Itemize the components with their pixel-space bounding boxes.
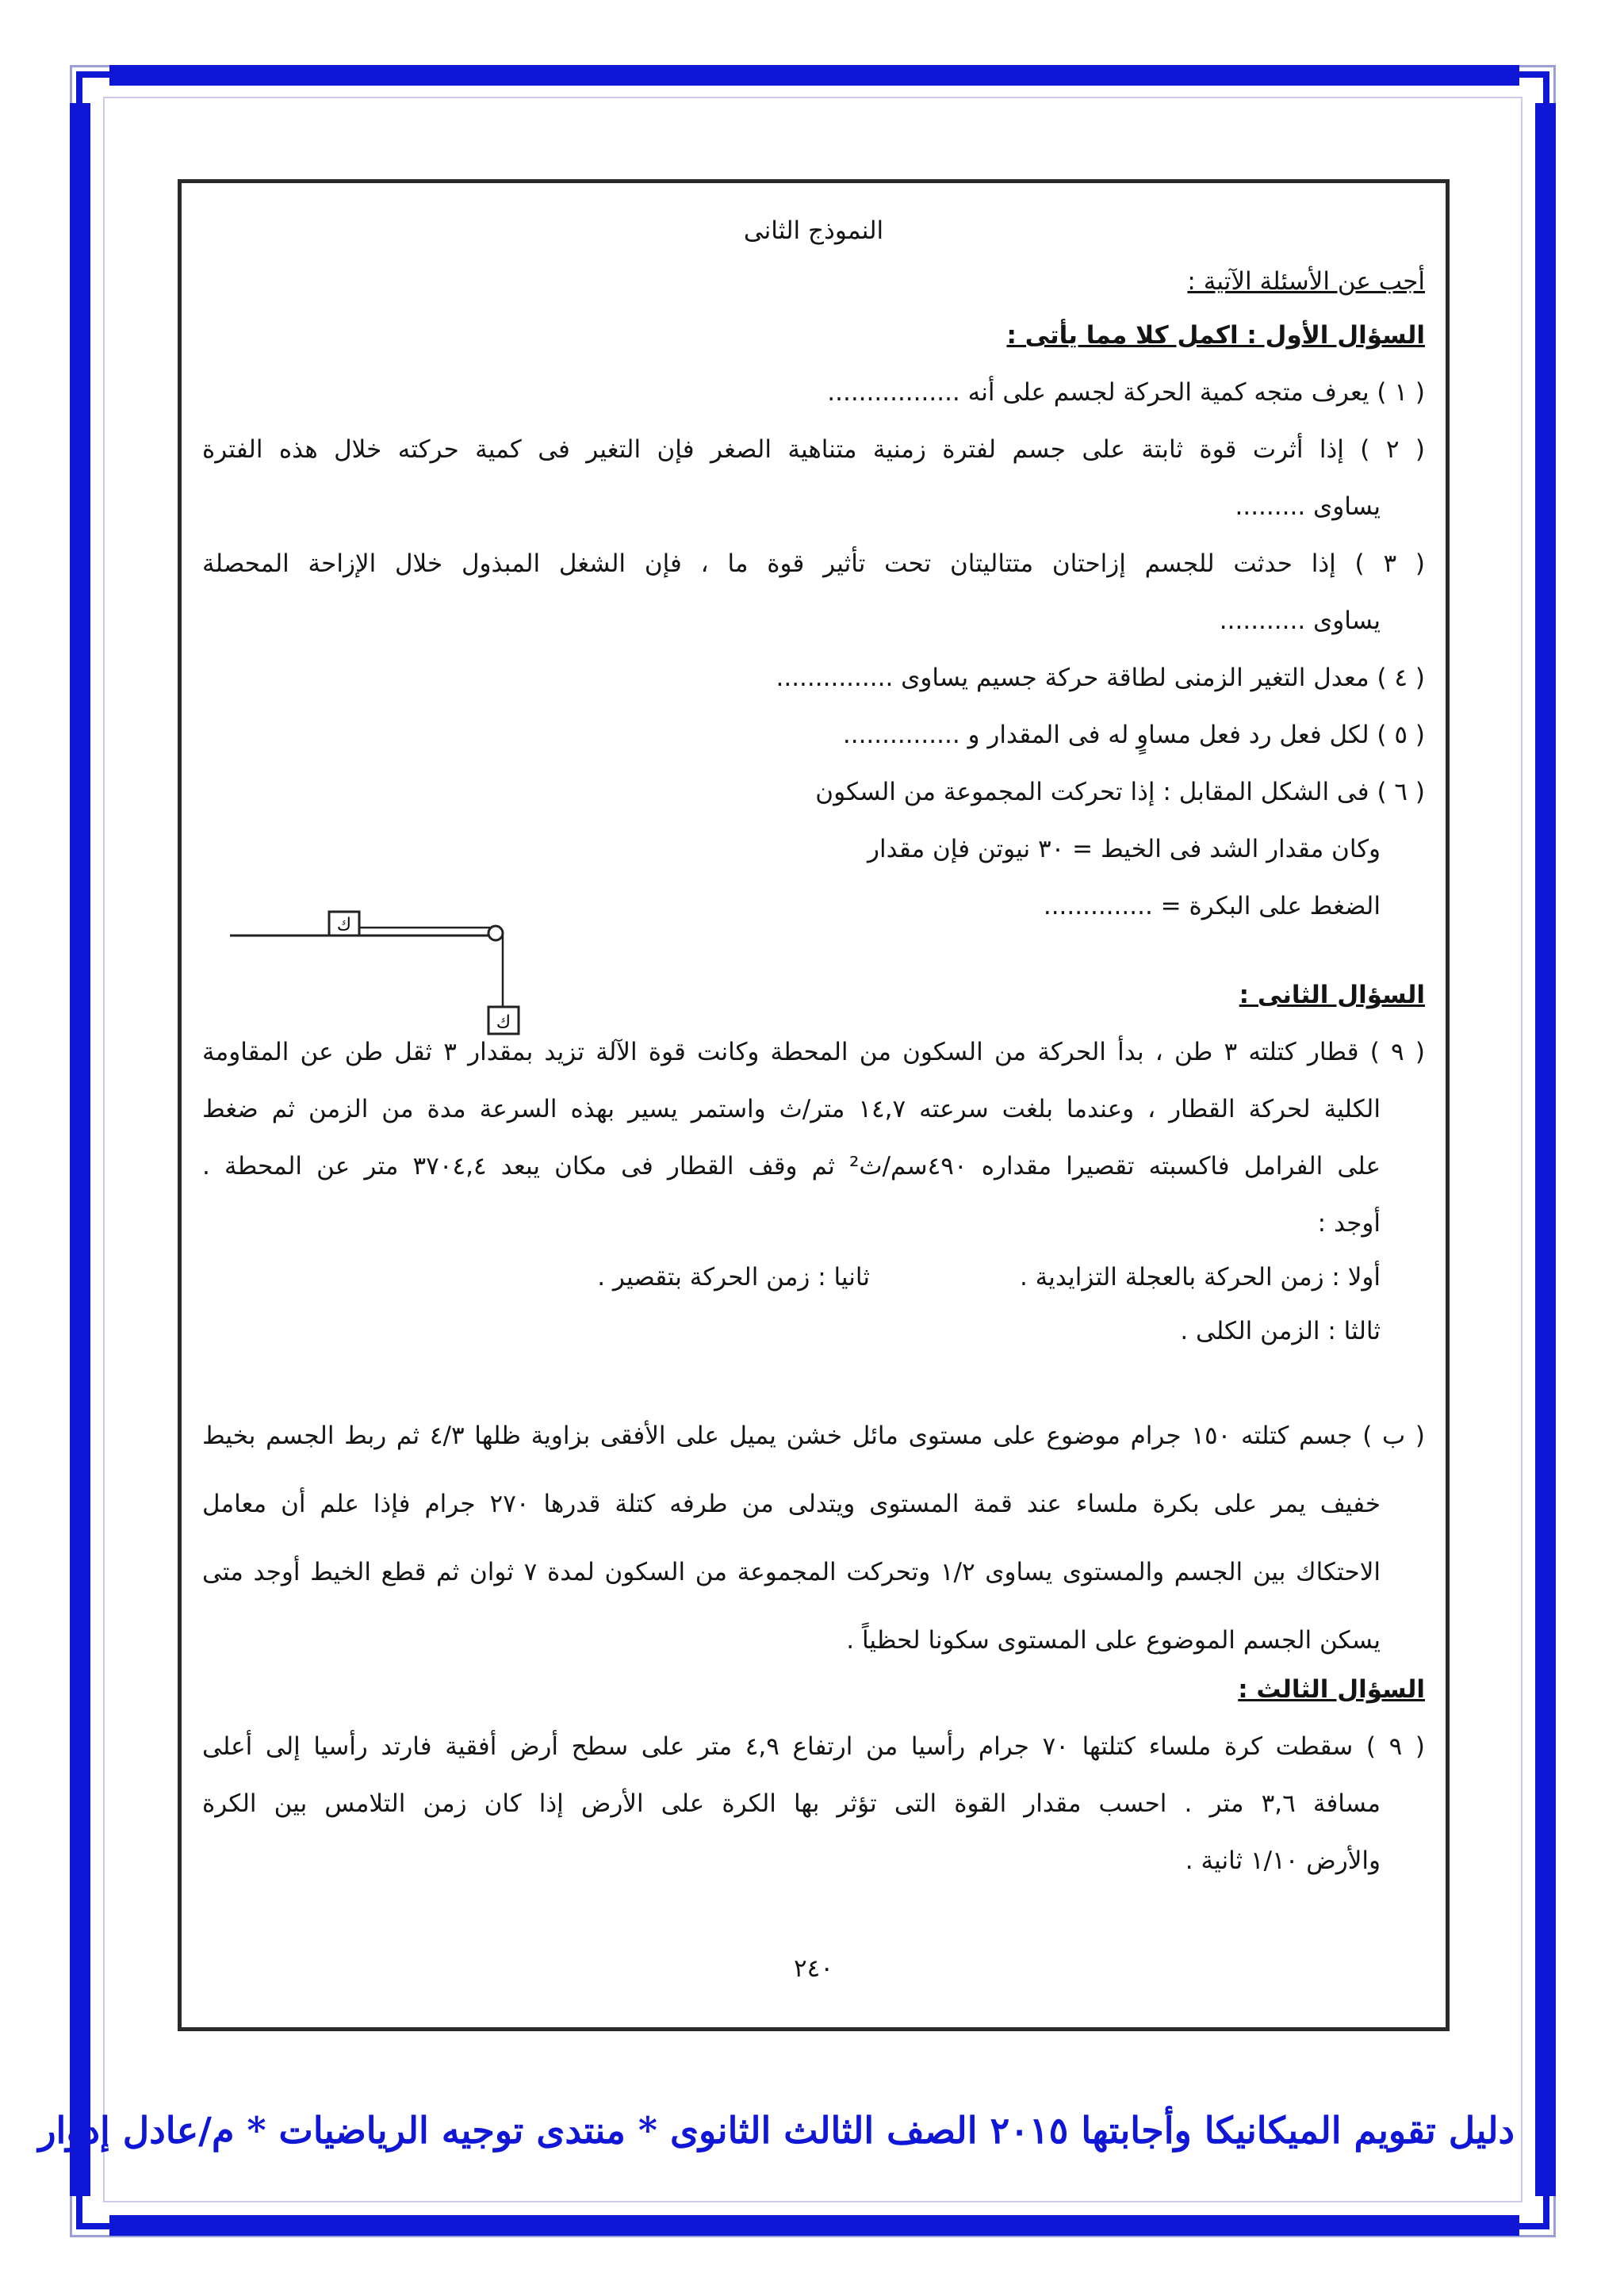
q2-b-line1: ( ب ) جسم كتلته ١٥٠ جرام موضوع على مستوى مائل خشن يميل على الأفقى بزاوية ظلها ٤/٣ ثم ربط الجسم بخيط <box>202 1422 1425 1450</box>
q2-a-find: أوجد : <box>1317 1209 1381 1238</box>
q1-item-5: ( ٥ ) لكل فعل رد فعل مساوٍ له فى المقدار و ............... <box>842 721 1425 749</box>
page-title: النموذج الثانى <box>743 216 884 245</box>
footer-credit: دليل تقويم الميكانيكا وأجابتها ٢٠١٥ الصف الثالث الثانوى * منتدى توجيه الرياضيات * م/عادل إدوار <box>38 2109 1515 2152</box>
q1-item-6-line2: وكان مقدار الشد فى الخيط = ٣٠ نيوتن فإن مقدار <box>868 835 1381 863</box>
frame-corner-bottom-left <box>76 2182 124 2229</box>
q3-a-line2: مسافة ٣,٦ متر . احسب مقدار القوة التى تؤثر بها الكرة على الأرض إذا كان زمن التلامس بين الكرة <box>202 1789 1381 1818</box>
q1-item-2-line2: يساوى ......... <box>1235 492 1381 521</box>
frame-corner-top-left <box>76 71 124 119</box>
q2-a-line3: على الفرامل فاكسبته تقصيرا مقداره ٤٩٠سم/ث² ثم وقف القطار فى مكان يبعد ٣٧٠٤,٤ متر عن المحطة . <box>202 1152 1381 1181</box>
q2-heading: السؤال الثانى : <box>1239 981 1425 1009</box>
q2-b-line3: الاحتكاك بين الجسم والمستوى يساوى ١/٢ وتحركت المجموعة من السكون لمدة ٧ ثوان ثم قطع الخيط أوجد متى <box>202 1558 1381 1586</box>
q2-a-third: ثالثا : الزمن الكلى . <box>1180 1317 1381 1345</box>
q1-item-3-line1: ( ٣ ) إذا حدثت للجسم إزاحتان متتاليتان تحت تأثير قوة ما ، فإن الشغل المبذول خلال الإزاحة المحصلة <box>202 549 1425 578</box>
q1-item-6-line3: الضغط على البكرة = .............. <box>1043 892 1381 920</box>
frame-bar-bottom <box>109 2215 1519 2236</box>
q1-item-2-line1: ( ٢ ) إذا أثرت قوة ثابتة على جسم لفترة زمنية متناهية الصغر فإن التغير فى كمية حركته خلال هذه الفترة <box>202 435 1425 464</box>
instruction: أجب عن الأسئلة الآتية : <box>1187 267 1425 296</box>
q1-item-6-line1: ( ٦ ) فى الشكل المقابل : إذا تحركت المجموعة من السكون <box>815 778 1425 806</box>
mass-on-table-label: ك <box>336 915 352 935</box>
q1-heading: السؤال الأول : اكمل كلا مما يأتى : <box>1006 321 1425 350</box>
pulley-diagram <box>222 904 555 1062</box>
page-number: ٢٤٠ <box>794 1954 833 1983</box>
frame-bar-top <box>109 65 1519 86</box>
frame-corner-top-right <box>1502 71 1549 119</box>
frame-corner-bottom-right <box>1502 2182 1549 2229</box>
pulley <box>488 926 503 940</box>
q2-a-line1: ( ٩ ) قطار كتلته ٣ طن ، بدأ الحركة من السكون من المحطة وكانت قوة الآلة تزيد بمقدار ٣ ثقل طن عن المقاومة <box>202 1038 1425 1066</box>
q3-a-line1: ( ٩ ) سقطت كرة ملساء كتلتها ٧٠ جرام رأسيا من ارتفاع ٤,٩ متر على سطح أرض أفقية فارتد رأسيا إلى أعلى <box>202 1732 1426 1761</box>
q2-b-line4: يسكن الجسم الموضوع على المستوى سكونا لحظياً . <box>846 1626 1381 1655</box>
q2-a-first: أولا : زمن الحركة بالعجلة التزايدية . <box>1019 1263 1381 1292</box>
q2-a-line2: الكلية لحركة القطار ، وعندما بلغت سرعته ١٤,٧ متر/ث واستمر يسير بهذه السرعة مدة من الزمن ثم ضغط <box>202 1095 1381 1123</box>
q3-heading: السؤال الثالث : <box>1238 1675 1425 1704</box>
frame-bar-left <box>70 103 90 2196</box>
q2-a-second: ثانيا : زمن الحركة بتقصير . <box>597 1263 870 1292</box>
q1-item-4: ( ٤ ) معدل التغير الزمنى لطاقة حركة جسيم يساوى ............... <box>776 664 1425 692</box>
hanging-mass-label: ك <box>496 1012 511 1032</box>
exam-content-box <box>178 179 1450 2031</box>
frame-bar-right <box>1535 103 1556 2196</box>
q1-item-3-line2: يساوى ........... <box>1219 607 1381 635</box>
q3-a-line3: والأرض ١/١٠ ثانية . <box>1185 1846 1381 1875</box>
q2-b-line2: خفيف يمر على بكرة ملساء عند قمة المستوى ويتدلى من طرفه كتلة قدرها ٢٧٠ جرام فإذا علم أن معامل <box>202 1490 1381 1518</box>
q1-item-1: ( ١ ) يعرف متجه كمية الحركة لجسم على أنه ................. <box>827 378 1425 407</box>
